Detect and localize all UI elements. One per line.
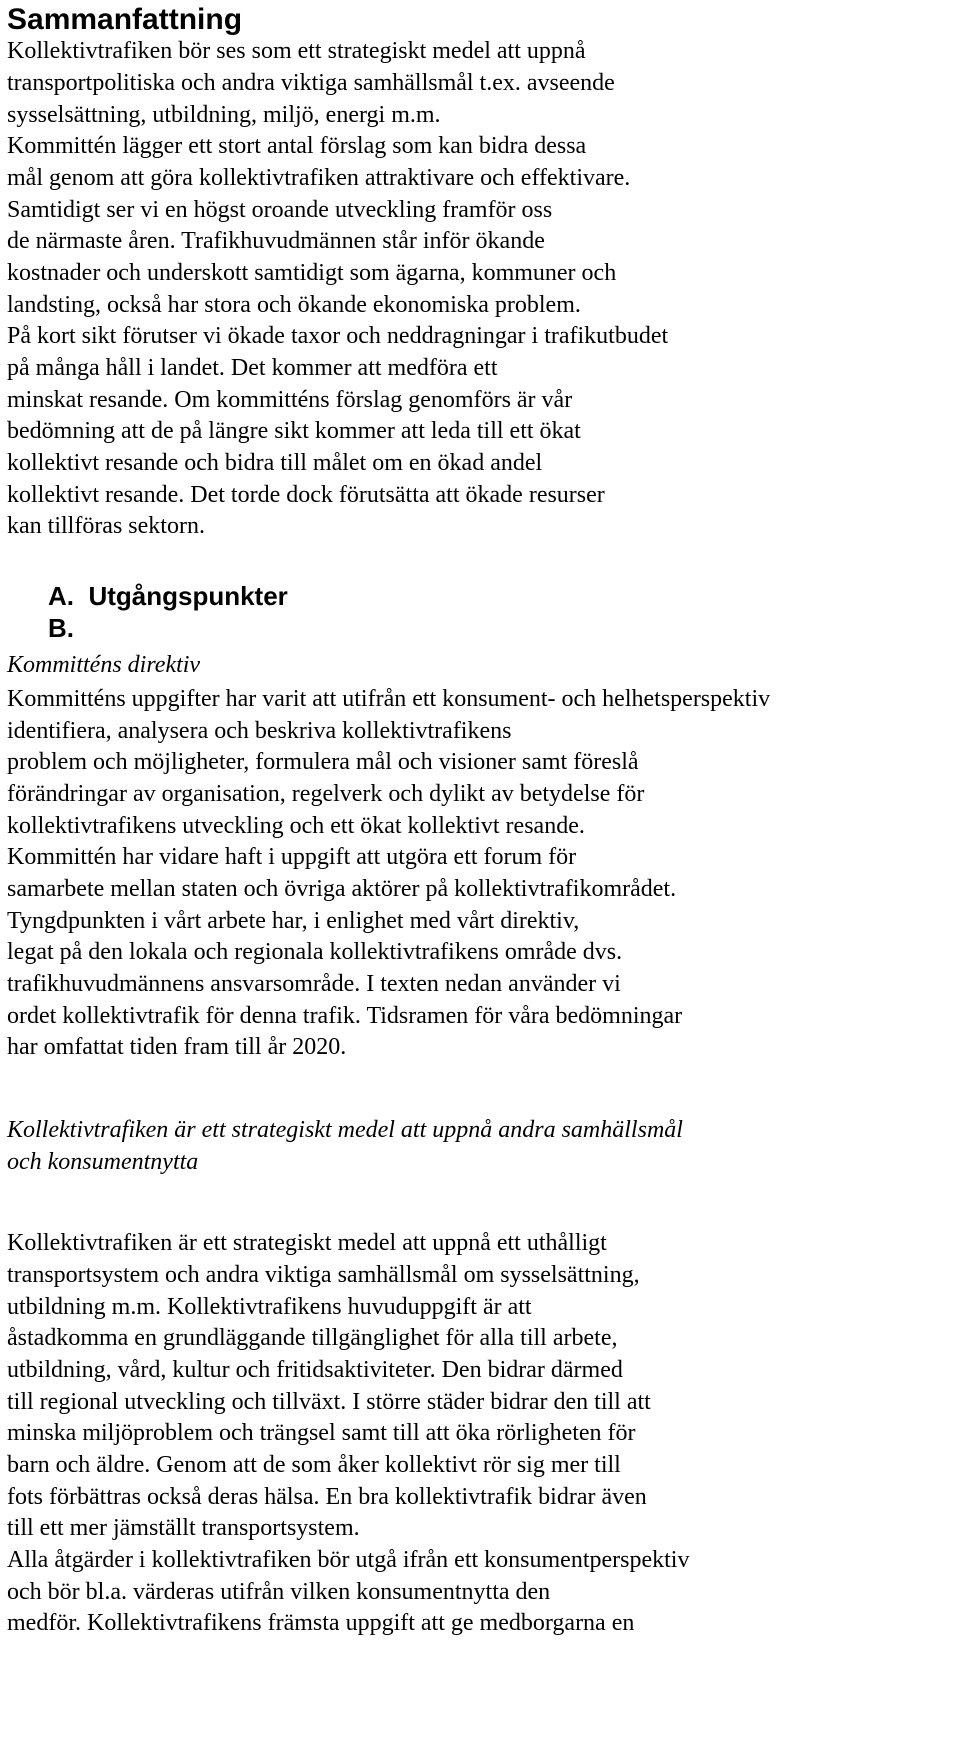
- text-line: åstadkomma en grundläggande tillgänglighet för alla till arbete,: [7, 1325, 618, 1351]
- subsection-title-directive: Kommitténs direktiv: [7, 652, 201, 678]
- text-line: mål genom att göra kollektivtrafiken attraktivare och effektivare.: [7, 165, 631, 191]
- text-line: Kollektivtrafiken är ett strategiskt medel att uppnå ett uthålligt: [7, 1230, 607, 1256]
- text-line: bedömning att de på längre sikt kommer att leda till ett ökat: [7, 418, 581, 444]
- text-line: Kommitténs uppgifter har varit att utifrån ett konsument- och helhetsperspektiv: [7, 686, 771, 712]
- text-line: utbildning m.m. Kollektivtrafikens huvuduppgift är att: [7, 1294, 532, 1320]
- text-line: kollektivt resande. Det torde dock förutsätta att ökade resurser: [7, 482, 605, 508]
- text-line: sysselsättning, utbildning, miljö, energi m.m.: [7, 102, 441, 128]
- text-line: medför. Kollektivtrafikens främsta uppgift att ge medborgarna en: [7, 1610, 635, 1636]
- text-line: utbildning, vård, kultur och fritidsaktiviteter. Den bidrar därmed: [7, 1357, 623, 1383]
- section-heading-a: A. Utgångspunkter: [48, 581, 288, 611]
- text-line: förändringar av organisation, regelverk och dylikt av betydelse för: [7, 781, 645, 807]
- text-line: identifiera, analysera och beskriva kollektivtrafikens: [7, 718, 512, 744]
- text-line: kan tillföras sektorn.: [7, 513, 205, 539]
- text-line: på många håll i landet. Det kommer att medföra ett: [7, 355, 498, 381]
- text-line: och bör bl.a. värderas utifrån vilken konsumentnytta den: [7, 1579, 551, 1605]
- text-line: På kort sikt förutser vi ökade taxor och neddragningar i trafikutbudet: [7, 323, 669, 349]
- text-line: har omfattat tiden fram till år 2020.: [7, 1034, 347, 1060]
- text-line: Tyngdpunkten i vårt arbete har, i enlighet med vårt direktiv,: [7, 908, 580, 934]
- text-line: de närmaste åren. Trafikhuvudmännen står inför ökande: [7, 228, 545, 254]
- text-line: till ett mer jämställt transportsystem.: [7, 1515, 360, 1541]
- text-line: transportpolitiska och andra viktiga samhällsmål t.ex. avseende: [7, 70, 615, 96]
- text-line: trafikhuvudmännens ansvarsområde. I texten nedan använder vi: [7, 971, 621, 997]
- text-line: legat på den lokala och regionala kollektivtrafikens område dvs.: [7, 939, 623, 965]
- subsection-title-strategic: Kollektivtrafiken är ett strategiskt medel att uppnå andra samhällsmål: [7, 1117, 683, 1143]
- text-line: minskat resande. Om kommitténs förslag genomförs är vår: [7, 387, 573, 413]
- text-line: kostnader och underskott samtidigt som ägarna, kommuner och: [7, 260, 617, 286]
- text-line: Alla åtgärder i kollektivtrafiken bör utgå ifrån ett konsumentperspektiv: [7, 1547, 690, 1573]
- text-line: Samtidigt ser vi en högst oroande utveckling framför oss: [7, 197, 553, 223]
- text-line: problem och möjligheter, formulera mål och visioner samt föreslå: [7, 749, 639, 775]
- text-line: Kommittén har vidare haft i uppgift att utgöra ett forum för: [7, 844, 577, 870]
- text-line: kollektivt resande och bidra till målet om en ökad andel: [7, 450, 543, 476]
- text-line: landsting, också har stora och ökande ekonomiska problem.: [7, 292, 581, 318]
- section-heading-b: B.: [48, 613, 74, 643]
- text-line: barn och äldre. Genom att de som åker kollektivt rör sig mer till: [7, 1452, 621, 1478]
- text-line: Kommittén lägger ett stort antal förslag som kan bidra dessa: [7, 133, 587, 159]
- text-line: ordet kollektivtrafik för denna trafik. Tidsramen för våra bedömningar: [7, 1003, 683, 1029]
- text-line: till regional utveckling och tillväxt. I större städer bidrar den till att: [7, 1389, 651, 1415]
- text-line: kollektivtrafikens utveckling och ett ökat kollektivt resande.: [7, 813, 585, 839]
- text-line: samarbete mellan staten och övriga aktörer på kollektivtrafikområdet.: [7, 876, 677, 902]
- text-line: fots förbättras också deras hälsa. En bra kollektivtrafik bidrar även: [7, 1484, 647, 1510]
- subsection-title-strategic-cont: och konsumentnytta: [7, 1149, 199, 1175]
- text-line: minska miljöproblem och trängsel samt till att öka rörligheten för: [7, 1420, 636, 1446]
- page-title: Sammanfattning: [7, 3, 243, 36]
- text-line: transportsystem och andra viktiga samhällsmål om sysselsättning,: [7, 1262, 640, 1288]
- text-line: Kollektivtrafiken bör ses som ett strategiskt medel att uppnå: [7, 38, 586, 64]
